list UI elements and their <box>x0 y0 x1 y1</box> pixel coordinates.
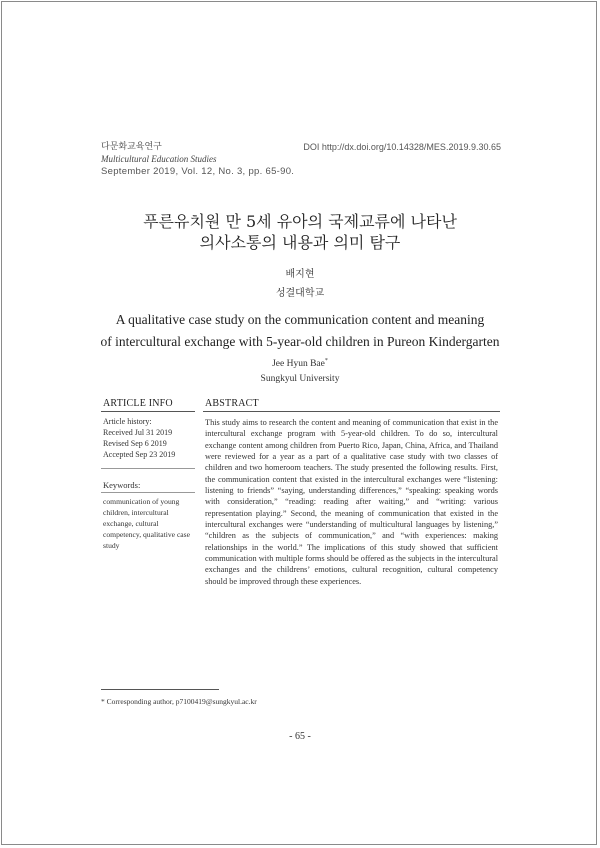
title-en-line1: A qualitative case study on the communication content and meaning <box>115 312 485 327</box>
keyword-line: children, intercultural <box>103 508 169 517</box>
footnote: * Corresponding author, p7100419@sungkyul.ac.kr <box>101 697 257 706</box>
author-name-ko: 배지현 <box>285 269 315 280</box>
keywords-list <box>103 496 190 551</box>
article-info-rule <box>101 411 195 412</box>
accepted-date: Accepted Sep 23 2019 <box>103 450 176 459</box>
keywords-top-rule <box>101 468 195 469</box>
keyword-line: communication of young <box>103 497 180 506</box>
title-ko-line2: 의사소통의 내용과 의미 탐구 <box>199 233 401 252</box>
abstract-heading: ABSTRACT <box>205 398 259 409</box>
received-date: Received Jul 31 2019 <box>103 428 173 437</box>
keywords-heading: Keywords: <box>103 480 141 490</box>
footnote-rule <box>101 689 219 690</box>
abstract-body: This study aims to research the content and meaning of communication that exist in the intercultural exchange program with 5-year-old children. To do so, intercultural exchange content among children from Puerto Rico, Japan, China, Africa, and Thailand were reviewed for a year as a part of a qualitative case study with two classes of children and two homeroom teachers. The study presented the following results. First, the communication content that existed in the intercultural exchanges were “listening: listening to friends” “saying, understanding differences,” “speaking: speaking words with consideration,” “reading: reading after waiting,” and “writing: various representation playing.” Second, the meaning of communication that existed in the intercultural exchanges were “understanding of multicultural languages by listening,” “children as the subjects of communication,” and “with experiences: making relationships in the world.” The implications of this study showed that sufficient communication with multiple forms should be offered as the subjects in the intercultural exchanges and the childrens’ emotions, cultural recognition, cultural competency should be improved through these experiences. <box>205 418 498 586</box>
journal-name-en: Multicultural Education Studies <box>101 154 217 164</box>
revised-date: Revised Sep 6 2019 <box>103 439 167 448</box>
keyword-line: exchange, cultural <box>103 519 159 528</box>
title-en-line2: of intercultural exchange with 5-year-old children in Pureon Kindergarten <box>100 334 500 349</box>
keyword-line: competency, qualitative case <box>103 530 191 539</box>
title-en <box>0 309 600 353</box>
corresponding-marker: * <box>324 358 328 364</box>
author-name-en-text: Jee Hyun Bae <box>272 359 325 370</box>
history-label: Article history: <box>103 417 152 426</box>
article-info-heading: ARTICLE INFO <box>103 398 173 409</box>
keywords-rule <box>101 492 195 493</box>
author-affiliation-en: Sungkyul University <box>260 374 340 384</box>
keyword-line: study <box>103 541 120 550</box>
author-name-en <box>0 358 600 369</box>
title-ko <box>0 211 600 253</box>
page-number: - 65 - <box>289 731 311 742</box>
title-ko-line1: 푸른유치원 만 5세 유아의 국제교류에 나타난 <box>143 212 457 231</box>
issue-info: September 2019, Vol. 12, No. 3, pp. 65-90. <box>101 166 295 177</box>
journal-header <box>101 141 501 178</box>
article-history <box>103 416 175 460</box>
abstract-rule <box>203 411 500 412</box>
doi-link[interactable]: DOI http://dx.doi.org/10.14328/MES.2019.9.30.65 <box>303 142 501 152</box>
journal-name-ko: 다문화교육연구 <box>101 142 162 152</box>
author-affiliation-ko: 성결대학교 <box>275 288 325 299</box>
